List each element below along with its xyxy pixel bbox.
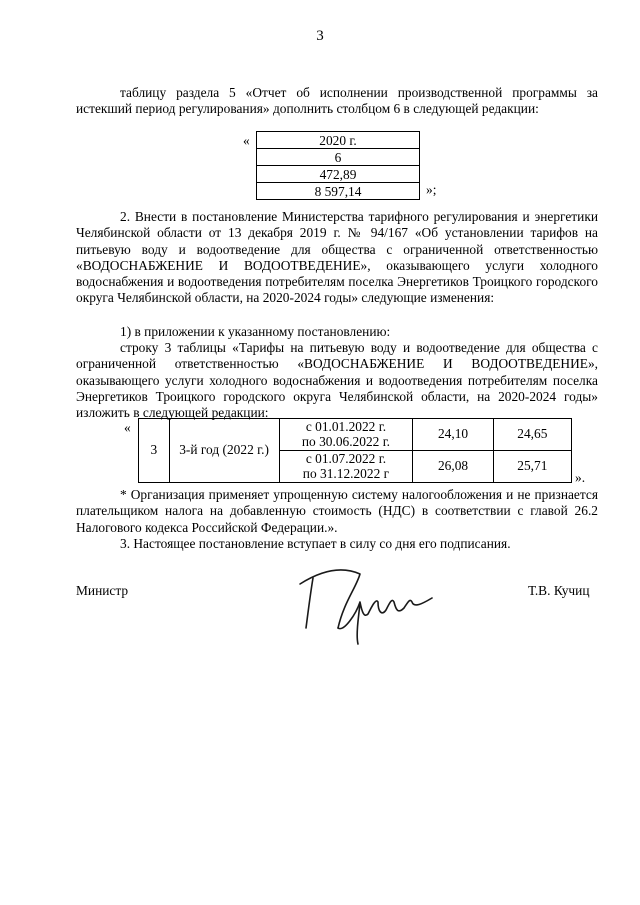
table-cell: 6 [257,149,420,166]
row-number-cell: 3 [139,419,170,483]
table-row [257,166,420,183]
year-cell: 3-й год (2022 г.) [169,419,279,483]
tariff-value-cell: 25,71 [493,451,571,483]
paragraph-footnote: * Организация применяет упрощенную систему налогообложения и не признается плательщиком налога на добавленную стоимость (НДС) в соответствии с главой 26.2 Налогового кодекса Российской Федерации.». [76,487,598,535]
period-to: по 30.06.2022 г. [301,433,391,449]
tariff-row-table [138,418,572,483]
handwritten-signature-icon [286,558,446,648]
signatory-title: Министр [76,583,129,598]
period-from: с 01.01.2022 г. [305,419,387,434]
signatory-name: Т.В. Кучиц [528,583,590,598]
table-row [257,149,420,166]
paragraph-table-intro: таблицу раздела 5 «Отчет об исполнении производственной программы за истекший период регулирования» дополнить столбцом 6 в следующей редакции: [76,85,598,117]
table1-close-quote: »; [426,182,437,197]
paragraph-item-2: 2. Внести в постановление Министерства тарифного регулирования и энергетики Челябинской области от 13 декабря 2019 г. № 94/167 «Об установлении тарифов на питьевую воду и водоотведение для общества с ограниченной ответственностью «ВОДОСНАБЖЕНИЕ И ВОДООТВЕДЕНИЕ», оказывающего услуги холодного водоснабжения и водоотведения потребителям поселка Энергетиков Троицкого городского округа Челябинской области, на 2020-2024 годы» следующие изменения: [76,209,598,306]
table-cell: 8 597,14 [257,183,420,200]
paragraph-row-3: строку 3 таблицы «Тарифы на питьевую воду и водоотведение для общества с ограниченной ответственностью «ВОДОСНАБЖЕНИЕ И ВОДООТВЕДЕНИЕ», оказывающего услуги холодного водоснабжения и водоотведения потребителям поселка Энергетиков Троицкого городского округа Челябинской области, на 2020-2024 годы» изложить в следующей редакции: [76,340,598,421]
table-row [139,419,572,451]
report-column-table [256,131,420,200]
table-cell: 2020 г. [257,132,420,149]
period-from: с 01.07.2022 г. [305,451,387,466]
table-row [257,132,420,149]
tariff-value-cell: 24,10 [413,419,493,451]
paragraph-item-2-1: 1) в приложении к указанному постановлению: [120,324,391,339]
page-number: 3 [316,28,324,44]
period-to: по 31.12.2022 г [302,465,390,481]
table2-close-quote: ». [575,470,586,485]
period-cell [279,451,413,483]
table2-open-quote: « [124,420,131,435]
period-cell [279,419,413,451]
table-row [257,183,420,200]
tariff-value-cell: 24,65 [493,419,571,451]
table-cell: 472,89 [257,166,420,183]
tariff-value-cell: 26,08 [413,451,493,483]
paragraph-item-3: 3. Настоящее постановление вступает в силу со дня его подписания. [120,536,511,551]
table1-open-quote: « [243,133,250,148]
